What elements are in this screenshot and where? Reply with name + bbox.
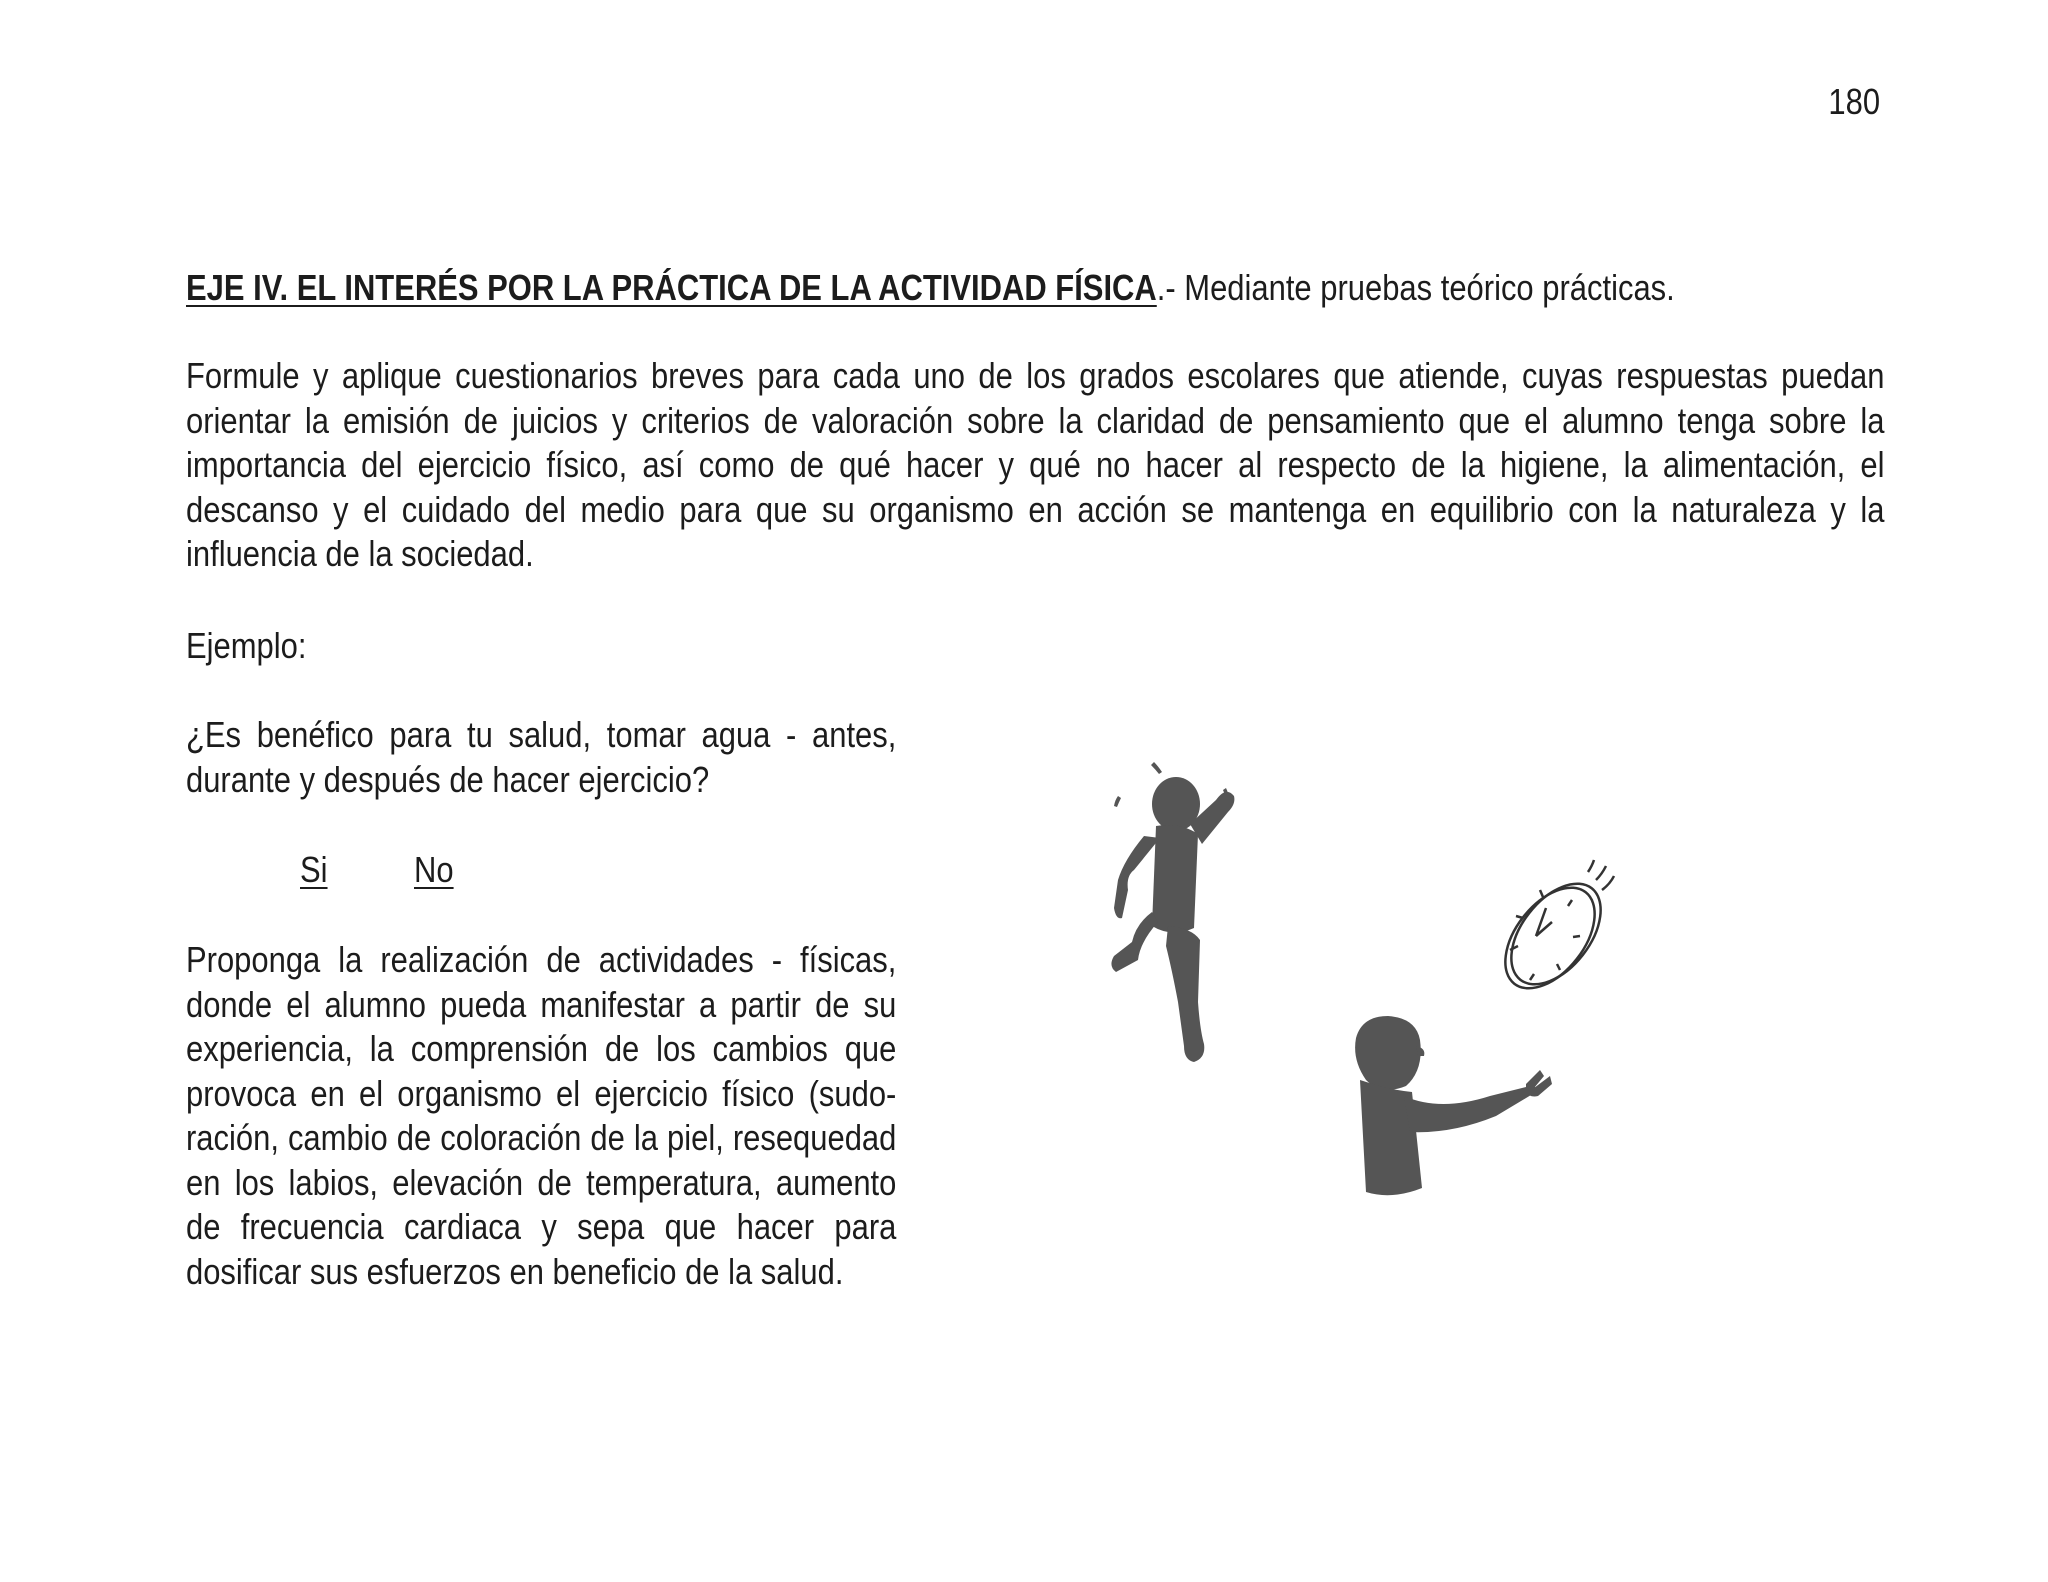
reaching-child-icon xyxy=(1355,1016,1552,1195)
example-question: ¿Es benéfico para tu salud, tomar agua - antes, durante y después de hacer ejercicio? xyxy=(186,714,897,800)
running-child-icon xyxy=(1111,762,1234,1062)
exercise-illustration xyxy=(1040,740,1680,1260)
stopwatch-icon xyxy=(1487,860,1618,1005)
section-title: EJE IV. EL INTERÉS POR LA PRÁCTICA DE LA ACTIVIDAD FÍSICA xyxy=(186,267,1157,308)
activity-paragraph: Proponga la realización de actividades - físicas, donde el alumno pueda manifestar a partir de su experiencia, la comprensión de los cambios que provoca en el organismo el ejercicio físico (sudo-ración, cambio de coloración de la piel, resequedad en los labios, elevación de temperatura, aumento de frecuencia cardiaca y sepa que hacer para dosificar sus esfuerzos en beneficio de la salud. xyxy=(186,939,897,1292)
instruction-paragraph: Formule y aplique cuestionarios breves para cada uno de los grados escolares que atiende, cuyas respuestas puedan orientar la emisión de juicios y criterios de valoración sobre la claridad de pensamiento que el alumno tenga sobre la importancia del ejercicio físico, así como de qué hacer y qué no hacer al respecto de la higiene, la alimentación, el descanso y el cuidado del medio para que su organismo en acción se mantenga en equilibrio con la naturaleza y la influencia de la sociedad. xyxy=(186,355,1885,574)
example-label: Ejemplo: xyxy=(186,625,307,666)
answer-option-no: No xyxy=(414,849,454,890)
section-heading xyxy=(186,266,1885,311)
section-title-suffix: .- Mediante pruebas teórico prácticas. xyxy=(1156,267,1675,308)
page-number: 180 xyxy=(1828,81,1881,122)
answer-option-yes: Si xyxy=(300,849,328,890)
